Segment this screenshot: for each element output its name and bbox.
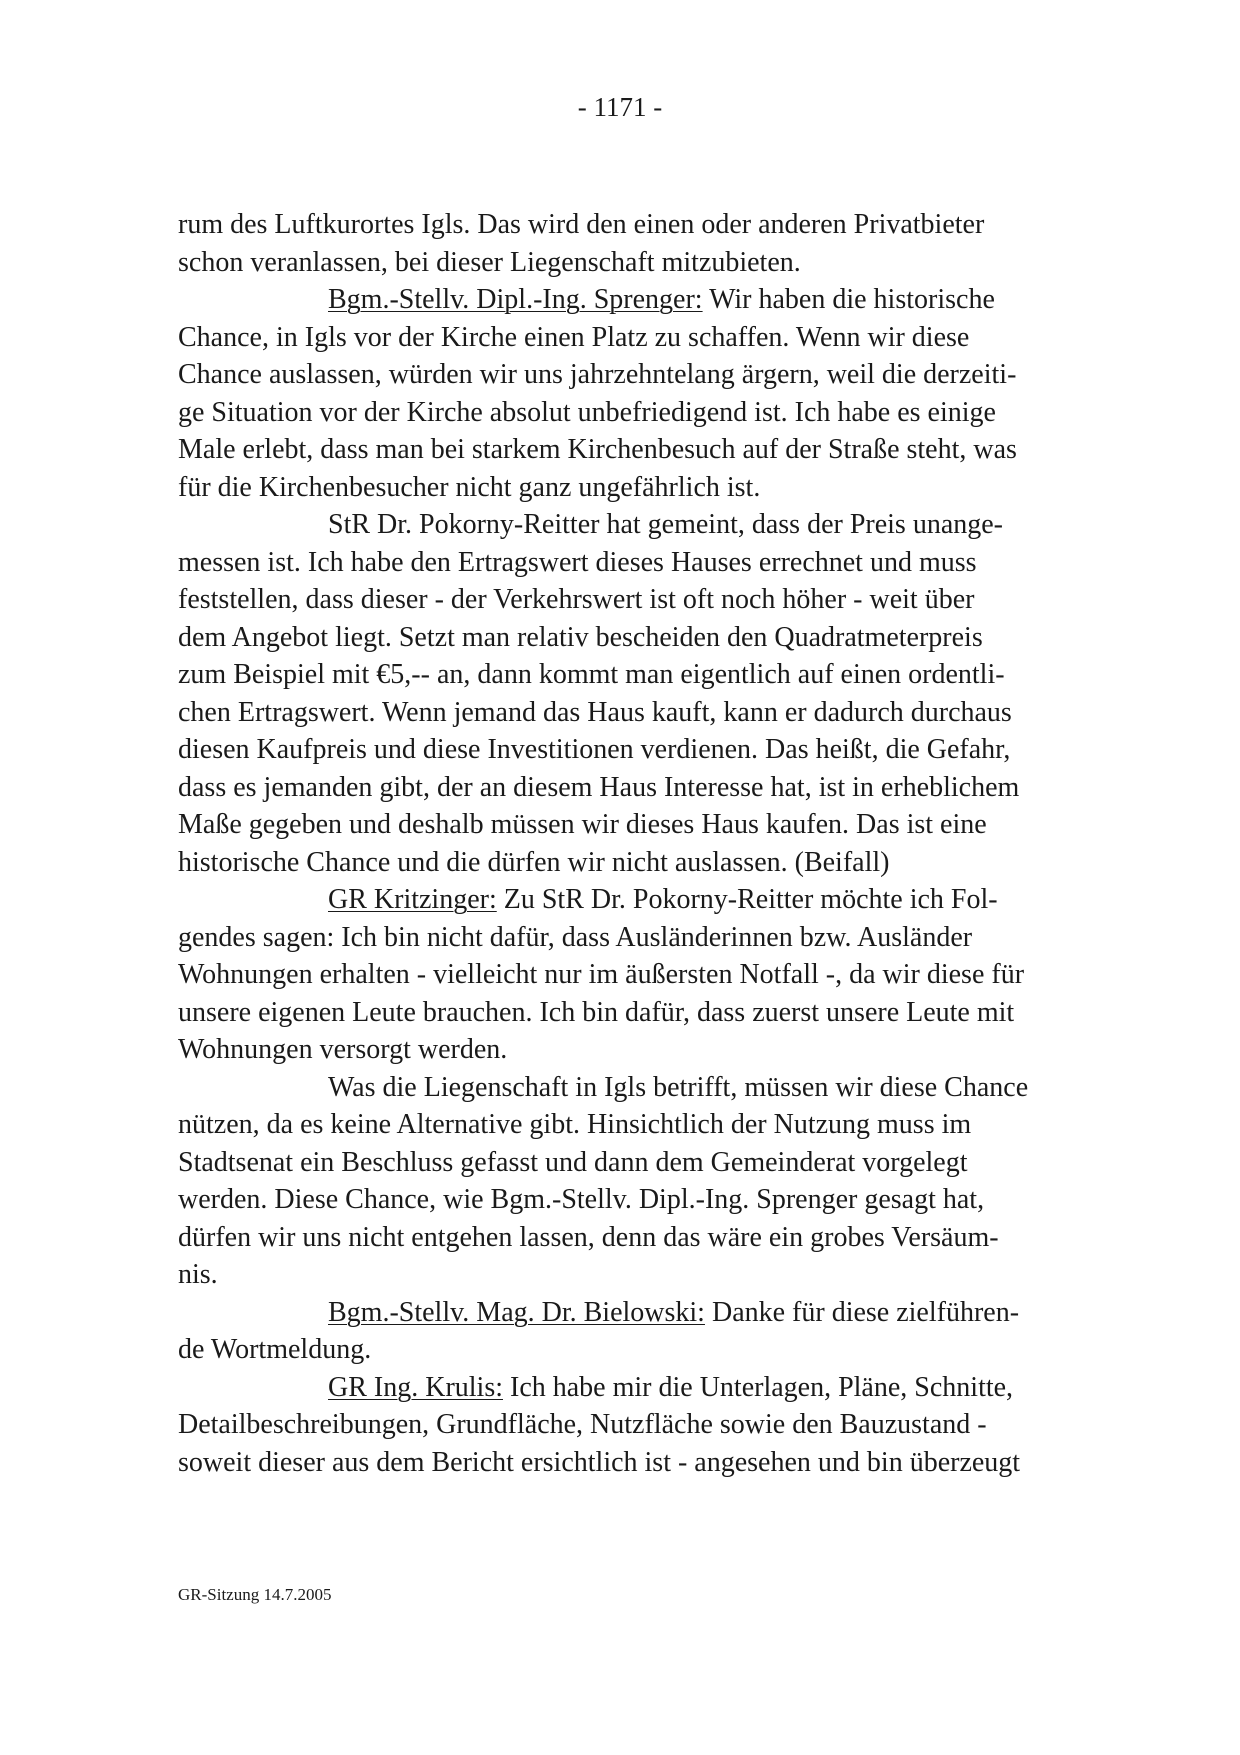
line-text: feststellen, dass dieser - der Verkehrswert ist oft noch höher - weit über	[178, 584, 975, 615]
text-line	[178, 731, 1068, 769]
text-line	[178, 694, 1068, 732]
text-line	[178, 1444, 1068, 1482]
line-text: soweit dieser aus dem Bericht ersichtlich ist - angesehen und bin überzeugt	[178, 1446, 1021, 1478]
speaker-name: GR Kritzinger:	[328, 884, 497, 915]
text-line	[178, 1406, 1068, 1444]
text-line	[178, 1144, 1068, 1182]
text-line	[178, 281, 1068, 319]
text-line	[178, 1031, 1068, 1069]
line-text: Stadtsenat ein Beschluss gefasst und dann dem Gemeinderat vorgelegt	[178, 1146, 968, 1178]
line-text: Wohnungen erhalten - vielleicht nur im äußersten Notfall -, da wir diese für	[178, 959, 1025, 990]
line-text: werden. Diese Chance, wie Bgm.-Stellv. Dipl.-Ing. Sprenger gesagt hat,	[178, 1184, 985, 1215]
line-text: Wohnungen versorgt werden.	[178, 1034, 508, 1065]
line-text: Zu StR Dr. Pokorny-Reitter möchte ich Fol-	[496, 884, 998, 915]
text-line	[178, 994, 1068, 1032]
text-line	[178, 769, 1068, 807]
text-line	[178, 1219, 1068, 1257]
text-line	[178, 619, 1068, 657]
line-text: Male erlebt, dass man bei starkem Kirchenbesuch auf der Straße steht, was	[178, 434, 1017, 465]
page-footer: GR-Sitzung 14.7.2005	[178, 1585, 332, 1604]
transcript-body	[178, 206, 1068, 1481]
text-line	[178, 394, 1068, 432]
line-text: historische Chance und die dürfen wir nicht auslassen. (Beifall)	[178, 846, 890, 878]
text-line	[178, 656, 1068, 694]
line-text: für die Kirchenbesucher nicht ganz ungefährlich ist.	[178, 471, 761, 503]
line-text: unsere eigenen Leute brauchen. Ich bin dafür, dass zuerst unsere Leute mit	[178, 996, 1015, 1028]
page-number: - 1171 -	[577, 92, 663, 122]
text-line	[178, 1069, 1068, 1107]
text-line	[178, 806, 1068, 844]
line-text: Chance auslassen, würden wir uns jahrzehntelang ärgern, weil die derzeiti-	[178, 359, 1017, 390]
text-line	[178, 1331, 1068, 1369]
line-text: StR Dr. Pokorny-Reitter hat gemeint, dass der Preis unange-	[328, 509, 1003, 540]
line-text: zum Beispiel mit €5,-- an, dann kommt man eigentlich auf einen ordentli-	[178, 659, 1005, 690]
line-text: schon veranlassen, bei dieser Liegenschaft mitzubieten.	[178, 246, 801, 278]
text-line	[178, 319, 1068, 357]
text-line	[178, 881, 1068, 919]
text-line	[178, 1106, 1068, 1144]
text-line	[178, 956, 1068, 994]
line-text: dürfen wir uns nicht entgehen lassen, denn das wäre ein grobes Versäum-	[178, 1221, 999, 1253]
text-line	[178, 919, 1068, 957]
line-text: diesen Kaufpreis und diese Investitionen verdienen. Das heißt, die Gefahr,	[178, 734, 1011, 765]
line-text: Ich habe mir die Unterlagen, Pläne, Schnitte,	[503, 1371, 1014, 1403]
line-text: nis.	[178, 1259, 218, 1290]
line-text: Maße gegeben und deshalb müssen wir dieses Haus kaufen. Das ist eine	[178, 809, 987, 840]
text-line	[178, 469, 1068, 507]
text-line	[178, 544, 1068, 582]
line-text: rum des Luftkurortes Igls. Das wird den einen oder anderen Privatbieter	[178, 209, 985, 240]
line-text: gendes sagen: Ich bin nicht dafür, dass Ausländerinnen bzw. Ausländer	[178, 921, 973, 953]
line-text: messen ist. Ich habe den Ertragswert dieses Hauses errechnet und muss	[178, 546, 977, 578]
text-line	[178, 506, 1068, 544]
line-text: nützen, da es keine Alternative gibt. Hinsichtlich der Nutzung muss im	[178, 1109, 972, 1140]
text-line	[178, 356, 1068, 394]
line-text: Danke für diese zielführen-	[704, 1296, 1020, 1328]
text-line	[178, 844, 1068, 882]
line-text: dem Angebot liegt. Setzt man relativ bescheiden den Quadratmeterpreis	[178, 621, 983, 653]
speaker-name: GR Ing. Krulis:	[328, 1371, 503, 1403]
line-text: chen Ertragswert. Wenn jemand das Haus kauft, kann er dadurch durchaus	[178, 696, 1012, 728]
line-text: dass es jemanden gibt, der an diesem Haus Interesse hat, ist in erheblichem	[178, 771, 1020, 803]
text-line	[178, 244, 1068, 282]
speaker-name: Bgm.-Stellv. Dipl.-Ing. Sprenger:	[328, 284, 703, 315]
line-text: Chance, in Igls vor der Kirche einen Platz zu schaffen. Wenn wir diese	[178, 321, 970, 353]
text-line	[178, 431, 1068, 469]
text-line	[178, 1181, 1068, 1219]
line-text: ge Situation vor der Kirche absolut unbefriedigend ist. Ich habe es einige	[178, 396, 996, 428]
speaker-name: Bgm.-Stellv. Mag. Dr. Bielowski:	[328, 1296, 705, 1328]
line-text: Wir haben die historische	[702, 284, 995, 315]
text-line	[178, 206, 1068, 244]
text-line	[178, 1294, 1068, 1332]
text-line	[178, 1256, 1068, 1294]
line-text: Was die Liegenschaft in Igls betrifft, müssen wir diese Chance	[328, 1071, 1029, 1103]
line-text: Detailbeschreibungen, Grundfläche, Nutzfläche sowie den Bauzustand -	[178, 1409, 987, 1440]
text-line	[178, 1369, 1068, 1407]
line-text: de Wortmeldung.	[178, 1334, 372, 1365]
text-line	[178, 581, 1068, 619]
